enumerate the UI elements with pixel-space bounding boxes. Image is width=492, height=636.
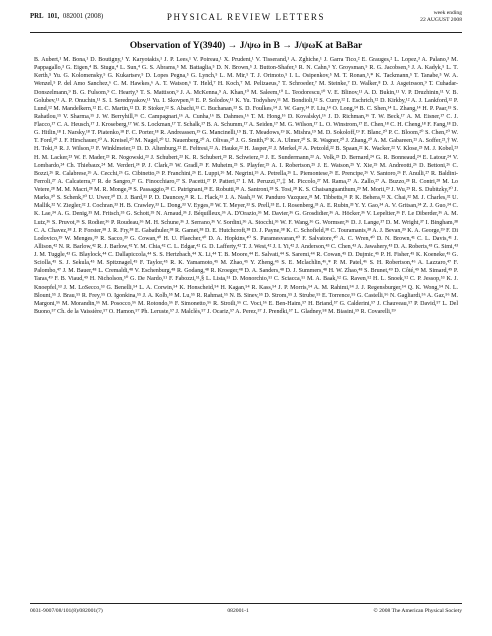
week-ending-label: week ending: [433, 10, 462, 16]
article-number: 082001 (2008): [62, 13, 104, 20]
journal-name: PHYSICAL REVIEW LETTERS: [166, 12, 326, 22]
copyright: © 2008 The American Physical Society: [373, 608, 462, 614]
footer-rule: [30, 603, 462, 604]
header-rule: [30, 32, 462, 33]
article-title: Observation of Y(3940) → J/ψω in B → J/ψωK at BaBar: [129, 40, 363, 51]
page-number: 082001-1: [227, 608, 249, 614]
footer-code: 0031-9007/08/101(8)/082001(7): [30, 608, 103, 614]
running-header: [30, 10, 462, 32]
journal-abbrev: PRL: [30, 13, 44, 20]
page-footer: [30, 608, 462, 614]
author-list: B. Aubert,¹ M. Bona,¹ D. Boutigny,¹ Y. Karyotakis,¹ J. P. Lees,¹ V. Poireau,¹ X. Prudent,¹ V. Tisserand,¹ A. Zghiche,¹ J. Garra Tico,² E. Grauges,² L. Lopez,³ A. Palano,³ M. Pappagallo,³ G. Eigen,⁴ B. Stugu,⁴ L. Sun,⁴ G. S. Abrams,⁵ M. Battaglia,⁵ D. N. Brown,⁵ J. Button-Shafer,⁵ R. N. Cahn,⁵ Y. Groysman,⁵ R. G. Jacobsen,⁵ J. A. Kadyk,⁵ L. T. Kerth,⁵ Yu. G. Kolomensky,⁵ G. Kukartsev,⁵ D. Lopes Pegna,⁵ G. Lynch,⁵ L. M. Mir,⁵ T. J. Orimoto,⁵ I. L. Osipenkov,⁵ M. T. Ronan,⁵,* K. Tackmann,⁵ T. Tanabe,⁵ W. A. Wenzel,⁵ P. del Amo Sanchez,⁶ C. M. Hawkes,⁶ A. T. Watson,⁶ T. Held,⁷ H. Koch,⁷ M. Pelizaeus,⁷ T. Schroeder,⁷ M. Steinke,⁷ D. Walker,⁸ D. J. Asgeirsson,⁹ T. Cuhadar-Donszelmann,⁹ B. G. Fulsom,⁹ C. Hearty,⁹ T. S. Mattison,⁹ J. A. McKenna,⁹ A. Khan,¹⁰ M. Saleem,¹⁰ L. Teodorescu,¹⁰ V. E. Blinov,¹¹ A. D. Bukin,¹¹ V. P. Druzhinin,¹¹ V. B. Golubev,¹¹ A. P. Onuchin,¹¹ S. I. Serednyakov,¹¹ Yu. I. Skovpen,¹¹ E. P. Solodov,¹¹ K. Yu. Todyshev,¹¹ M. Bondioli,¹² S. Curry,¹² I. Eschrich,¹² D. Kirkby,¹² A. J. Lankford,¹² P. Lund,¹² M. Mandelkern,¹² E. C. Martin,¹² D. P. Stoker,¹² S. Abachi,¹³ C. Buchanan,¹³ S. D. Foulkes,¹⁴ J. W. Gary,¹⁴ F. Liu,¹⁴ O. Long,¹⁴ B. C. Shen,¹⁴ L. Zhang,¹⁴ H. P. Paar,¹⁵ S. Rahatlou,¹⁵ V. Sharma,¹⁵ J. W. Berryhill,¹⁶ C. Campagnari,¹⁶ A. Cunha,¹⁶ B. Dahmes,¹⁶ T. M. Hong,¹⁶ D. Kovalskyi,¹⁶ J. D. Richman,¹⁶ T. W. Beck,¹⁷ A. M. Eisner,¹⁷ C. J. Flacco,¹⁷ C. A. Heusch,¹⁷ J. Kroseberg,¹⁷ W. S. Lockman,¹⁷ T. Schalk,¹⁷ B. A. Schumm,¹⁷ A. Seiden,¹⁷ M. G. Wilson,¹⁷ L. O. Winstrom,¹⁷ E. Chen,¹⁸ C. H. Cheng,¹⁸ F. Fang,¹⁸ D. G. Hitlin,¹⁸ I. Narsky,¹⁸ T. Piatenko,¹⁸ F. C. Porter,¹⁸ R. Andreassen,¹⁹ G. Mancinelli,¹⁹ B. T. Meadows,¹⁹ K. Mishra,¹⁹ M. D. Sokoloff,¹⁹ F. Blanc,²⁰ P. C. Bloom,²⁰ S. Chen,²⁰ W. T. Ford,²⁰ J. F. Hirschauer,²⁰ A. Kreisel,²⁰ M. Nagel,²⁰ U. Nauenberg,²⁰ A. Olivas,²⁰ J. G. Smith,²⁰ K. A. Ulmer,²⁰ S. R. Wagner,²⁰ J. Zhang,²⁰ A. M. Gabareen,²¹ A. Soffer,²¹,† W. H. Toki,²¹ R. J. Wilson,²¹ F. Winklmeier,²¹ D. D. Altenburg,²² E. Feltresi,²² A. Hauke,²² H. Jasper,²² J. Merkel,²² A. Petzold,²² B. Spaan,²² K. Wacker,²² V. Klose,²³ M. J. Kobel,²³ H. M. Lacker,²³ W. F. Mader,²³ R. Nogowski,²³ J. Schubert,²³ K. R. Schubert,²³ R. Schwierz,²³ J. E. Sundermann,²³ A. Volk,²³ D. Bernard,²⁴ G. R. Bonneaud,²⁴ E. Latour,²⁴ V. Lombardo,²⁴ Ch. Thiebaux,²⁴ M. Verderi,²⁴ P. J. Clark,²⁵ W. Gradl,²⁵ F. Muheim,²⁵ S. Playfer,²⁵ A. I. Robertson,²⁵ J. E. Watson,²⁵ Y. Xie,²⁵ M. Andreotti,²⁶ D. Bettoni,²⁶ C. Bozzi,²⁶ R. Calabrese,²⁶ A. Cecchi,²⁶ G. Cibinetto,²⁶ P. Franchini,²⁶ E. Luppi,²⁶ M. Negrini,²⁶ A. Petrella,²⁶ L. Piemontese,²⁶ E. Prencipe,²⁶ V. Santoro,²⁶ F. Anulli,²⁷ R. Baldini-Ferroli,²⁷ A. Calcaterra,²⁷ R. de Sangro,²⁷ G. Finocchiaro,²⁷ S. Pacetti,²⁷ P. Patteri,²⁷ I. M. Peruzzi,²⁷,‡ M. Piccolo,²⁷ M. Rama,²⁷ A. Zallo,²⁷ A. Buzzo,²⁸ R. Contri,²⁸ M. Lo Vetere,²⁸ M. M. Macri,²⁸ M. R. Monge,²⁸ S. Passaggio,²⁸ C. Patrignani,²⁸ E. Robutti,²⁸ A. Santroni,²⁸ S. Tosi,²⁸ K. S. Chaisanguanthum,²⁹ M. Morii,²⁹ J. Wu,²⁹ R. S. Dubitzky,³⁰ J. Marks,³⁰ S. Schenk,³⁰ U. Uwer,³⁰ D. J. Bard,³¹ P. D. Dauncey,³¹ R. L. Flack,³¹ J. A. Nash,³¹ W. Panduro Vazquez,³¹ M. Tibbetts,³¹ P. K. Behera,³² X. Chai,³² M. J. Charles,³² U. Mallik,³² V. Ziegler,³² J. Cochran,³³ H. B. Crawley,³³ L. Dong,³³ V. Eyges,³³ W. T. Meyer,³³ S. Prell,³³ E. I. Rosenberg,³³ A. E. Rubin,³³ Y. Y. Gao,³⁴ A. V. Gritsan,³⁴ Z. J. Guo,³⁴ C. K. Lae,³⁴ A. G. Denig,³⁵ M. Fritsch,³⁵ G. Schott,³⁵ N. Arnaud,³⁶ J. Béquilleux,³⁶ A. D'Orazio,³⁶ M. Davier,³⁶ G. Grosdidier,³⁶ A. Höcker,³⁶ V. Lepeltier,³⁶ F. Le Diberder,³⁶ A. M. Lutz,³⁶ S. Pruvot,³⁶ S. Rodier,³⁶ P. Roudeau,³⁶ M. H. Schune,³⁶ J. Serrano,³⁶ V. Sordini,³⁶ A. Stocchi,³⁶ W. F. Wang,³⁶ G. Wormser,³⁶ D. J. Lange,³⁷ D. M. Wright,³⁷ I. Bingham,³⁸ C. A. Chavez,³⁸ J. P. Forster,³⁸ J. R. Fry,³⁸ E. Gabathuler,³⁸ R. Gamet,³⁸ D. E. Hutchcroft,³⁸ D. J. Payne,³⁸ K. C. Schofield,³⁸ C. Touramanis,³⁸ A. J. Bevan,³⁹ K. A. George,³⁹ F. Di Lodovico,³⁹ W. Menges,³⁹ R. Sacco,³⁹ G. Cowan,⁴⁰ H. U. Flaecher,⁴⁰ D. A. Hopkins,⁴⁰ S. Paramesvaran,⁴⁰ F. Salvatore,⁴⁰ A. C. Wren,⁴⁰ D. N. Brown,⁴¹ C. L. Davis,⁴¹ J. Allison,⁴² N. R. Barlow,⁴² R. J. Barlow,⁴² Y. M. Chia,⁴² C. L. Edgar,⁴² G. D. Lafferty,⁴² T. J. West,⁴² J. I. Yi,⁴² J. Anderson,⁴³ C. Chen,⁴³ A. Jawahery,⁴³ D. A. Roberts,⁴³ G. Simi,⁴³ J. M. Tuggle,⁴³ G. Blaylock,⁴⁴ C. Dallapiccola,⁴⁴ S. S. Hertzbach,⁴⁴ X. Li,⁴⁴ T. B. Moore,⁴⁴ E. Salvati,⁴⁴ S. Saremi,⁴⁴ R. Cowan,⁴⁵ D. Dujmic,⁴⁵ P. H. Fisher,⁴⁵ K. Koeneke,⁴⁵ G. Sciolla,⁴⁵ S. J. Sekula,⁴⁵ M. Spitznagel,⁴⁵ F. Taylor,⁴⁵ R. K. Yamamoto,⁴⁵ M. Zhao,⁴⁵ Y. Zheng,⁴⁵ S. E. Mclachlin,⁴⁶,* P. M. Patel,⁴⁶ S. H. Robertson,⁴⁶ A. Lazzaro,⁴⁷ F. Palombo,⁴⁷ J. M. Bauer,⁴⁸ L. Cremaldi,⁴⁸ V. Eschenburg,⁴⁸ R. Godang,⁴⁸ R. Kroeger,⁴⁸ D. A. Sanders,⁴⁸ D. J. Summers,⁴⁸ H. W. Zhao,⁴⁸ S. Brunet,⁴⁹ D. Côté,⁴⁹ M. Simard,⁴⁹ P. Taras,⁴⁹ F. B. Viaud,⁴⁹ H. Nicholson,⁵⁰ G. De Nardo,⁵¹ F. Fabozzi,⁵¹,§ L. Lista,⁵¹ D. Monorchio,⁵¹ C. Sciacca,⁵¹ M. A. Baak,⁵² G. Raven,⁵² H. L. Snoek,⁵² C. P. Jessop,⁵³ K. J. Knoepfel,⁵³ J. M. LoSecco,⁵³ G. Benelli,⁵⁴ L. A. Corwin,⁵⁴ K. Honscheid,⁵⁴ H. Kagan,⁵⁴ R. Kass,⁵⁴ J. P. Morris,⁵⁴ A. M. Rahimi,⁵⁴ J. J. Regensburger,⁵⁴ Q. K. Wong,⁵⁴ N. L. Blount,⁵⁵ J. Brau,⁵⁵ R. Frey,⁵⁵ O. Igonkina,⁵⁵ J. A. Kolb,⁵⁵ M. Lu,⁵⁵ R. Rahmat,⁵⁵ N. B. Sinev,⁵⁵ D. Strom,⁵⁵ J. Strube,⁵⁵ E. Torrence,⁵⁵ G. Castelli,⁵⁶ N. Gagliardi,⁵⁶ A. Gaz,⁵⁶ M. Margoni,⁵⁶ M. Morandin,⁵⁶ M. Posocco,⁵⁶ M. Rotondo,⁵⁶ F. Simonetto,⁵⁶ R. Stroili,⁵⁶ C. Voci,⁵⁶ E. Ben-Haim,⁵⁷ H. Briand,⁵⁷ G. Calderini,⁵⁷ J. Chauveau,⁵⁷ P. David,⁵⁷ L. Del Buono,⁵⁷ Ch. de la Vaissière,⁵⁷ O. Hamon,⁵⁷ Ph. Leruste,⁵⁷ J. Malclès,⁵⁷ J. Ocariz,⁵⁷ A. Perez,⁵⁷ J. Prendki,⁵⁷ L. Gladney,⁵⁸ M. Biasini,⁵⁹ R. Covarelli,⁵⁹: [34, 57, 458, 315]
volume: 101,: [47, 13, 60, 20]
date: 22 AUGUST 2008: [420, 16, 462, 23]
